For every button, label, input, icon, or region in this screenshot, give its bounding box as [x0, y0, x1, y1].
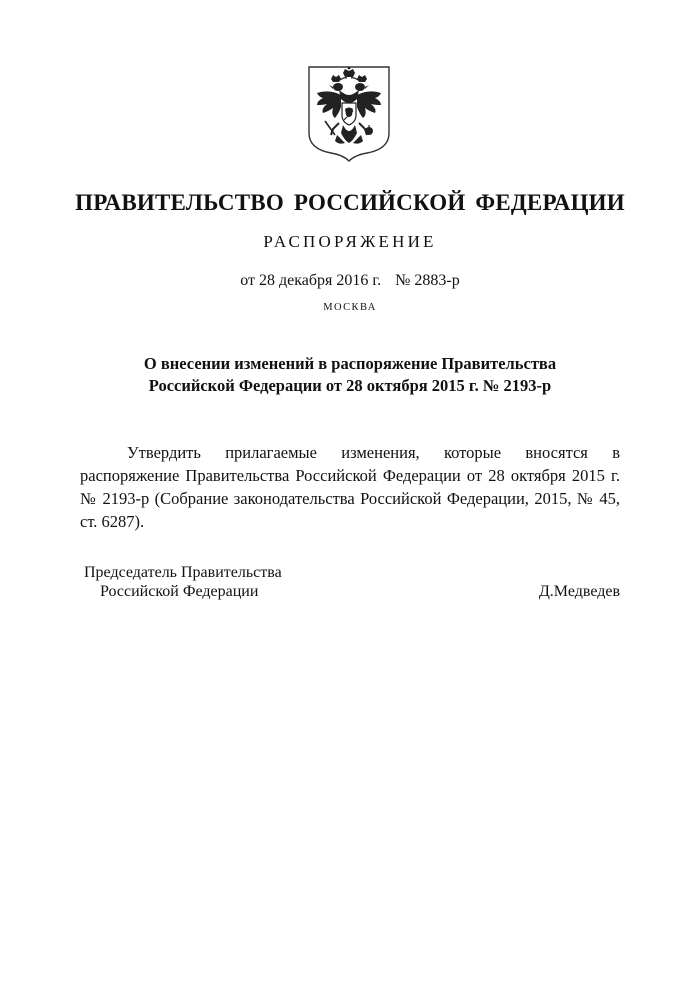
signatory-position-line-1: Председатель Правительства	[84, 564, 282, 581]
city: МОСКВА	[323, 302, 377, 313]
document-number: № 2883-р	[395, 272, 460, 289]
signatory-position-line-2: Российской Федерации	[100, 583, 259, 600]
body-paragraph: Утвердить прилагаемые изменения, которые вносятся в распоряжение Правительства Российской Федерации от 28 октября 2015 г. № 2193-р (Собрание законодательства Российской Федерации, 2015, № 45, ст. 6287).	[80, 443, 620, 531]
document-type: РАСПОРЯЖЕНИЕ	[263, 232, 437, 251]
document-date: от 28 декабря 2016 г.	[240, 272, 382, 289]
document-subject	[80, 353, 620, 397]
subject-line-1: О внесении изменений в распоряжение Правительства	[143, 354, 557, 373]
document-date-line	[0, 272, 700, 290]
subject-line-2: Российской Федерации от 28 октября 2015 г. № 2193-р	[148, 376, 552, 395]
organization-title: ПРАВИТЕЛЬСТВО РОССИЙСКОЙ ФЕДЕРАЦИИ	[75, 190, 625, 215]
signatory-name: Д.Медведев	[538, 583, 620, 600]
signatory-position	[84, 563, 282, 601]
coat-of-arms-icon	[307, 65, 391, 163]
